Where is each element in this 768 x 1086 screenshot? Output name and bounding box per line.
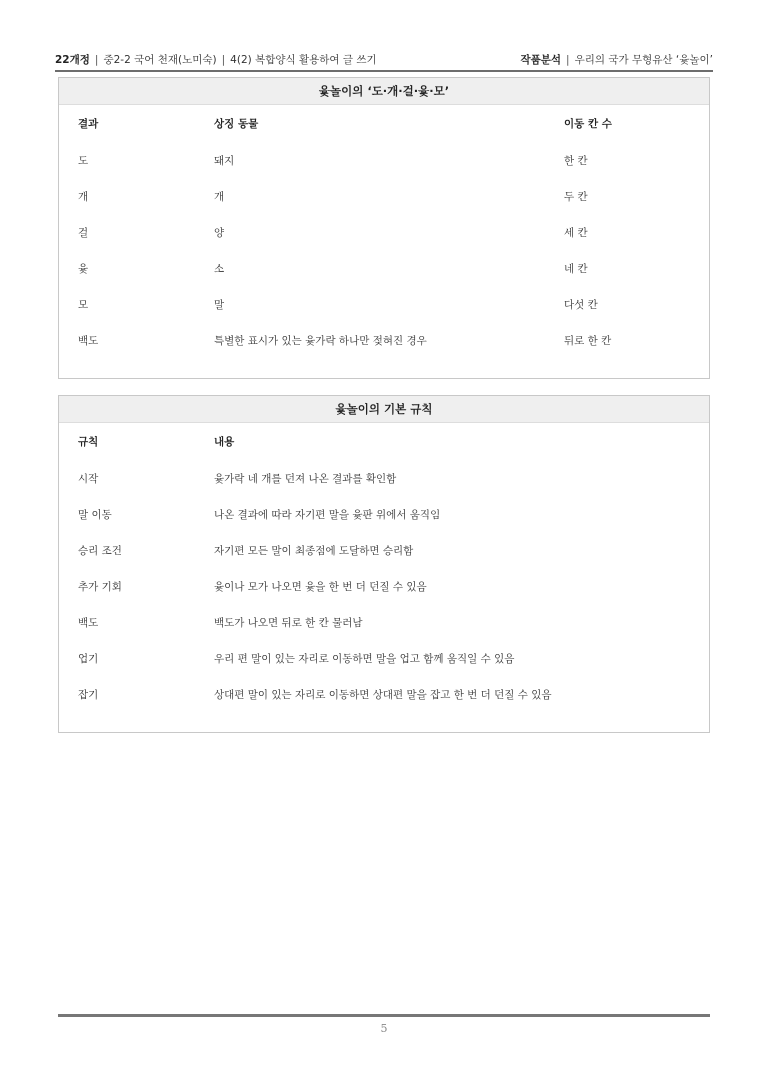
animal-cell: 소 bbox=[214, 263, 225, 275]
table-row bbox=[59, 569, 709, 605]
content-cell: 자기편 모든 말이 최종점에 도달하면 승리함 bbox=[214, 545, 414, 557]
unit-label: 4(2) 복합양식 활용하여 글 쓰기 bbox=[230, 54, 377, 66]
rule-cell: 추가 기회 bbox=[78, 581, 122, 593]
moves-cell: 다섯 칸 bbox=[564, 299, 598, 311]
result-table bbox=[58, 77, 710, 379]
content-cell: 상대편 말이 있는 자리로 이동하면 상대편 말을 잡고 한 번 더 던질 수 있음 bbox=[214, 689, 552, 701]
table-row bbox=[59, 143, 709, 179]
moves-cell: 네 칸 bbox=[564, 263, 588, 275]
result-table-title: 윷놀이의 ‘도·개·걸·윷·모’ bbox=[59, 78, 709, 105]
column-header-moves: 이동 칸 수 bbox=[564, 118, 612, 130]
content-cell: 우리 편 말이 있는 자리로 이동하면 말을 업고 함께 움직일 수 있음 bbox=[214, 653, 515, 665]
animal-cell: 돼지 bbox=[214, 155, 235, 167]
moves-cell: 두 칸 bbox=[564, 191, 588, 203]
content-cell: 나온 결과에 따라 자기편 말을 윷판 위에서 움직임 bbox=[214, 509, 441, 521]
course-info: 22개정 | 중2-2 국어 천재(노미숙) | 4(2) 복합양식 활용하여 글 쓰기 bbox=[55, 54, 377, 66]
rule-cell: 업기 bbox=[78, 653, 99, 665]
table-row bbox=[59, 215, 709, 251]
content-cell: 백도가 나오면 뒤로 한 칸 물러남 bbox=[214, 617, 363, 629]
rule-cell: 잡기 bbox=[78, 689, 99, 701]
page-number: 5 bbox=[380, 1022, 388, 1035]
header-divider bbox=[55, 70, 713, 72]
result-cell: 윷 bbox=[78, 263, 89, 275]
result-cell: 걸 bbox=[78, 227, 89, 239]
column-header-rule: 규칙 bbox=[78, 436, 99, 448]
rules-table bbox=[58, 395, 710, 733]
curriculum-label: 22개정 bbox=[55, 54, 90, 66]
rules-table-title: 윷놀이의 기본 규칙 bbox=[59, 396, 709, 423]
footer-divider bbox=[58, 1014, 710, 1017]
result-cell: 개 bbox=[78, 191, 89, 203]
section-info: 작품분석 | 우리의 국가 무형유산 ‘윷놀이’ bbox=[520, 54, 713, 66]
table-row bbox=[59, 251, 709, 287]
animal-cell: 특별한 표시가 있는 윷가락 하나만 젖혀진 경우 bbox=[214, 335, 427, 347]
table-row bbox=[59, 287, 709, 323]
moves-cell: 한 칸 bbox=[564, 155, 588, 167]
table-row bbox=[59, 641, 709, 677]
column-header-animal: 상징 동물 bbox=[214, 118, 259, 130]
rule-cell: 승리 조건 bbox=[78, 545, 122, 557]
content-cell: 윷이나 모가 나오면 윷을 한 번 더 던질 수 있음 bbox=[214, 581, 427, 593]
moves-cell: 뒤로 한 칸 bbox=[564, 335, 612, 347]
column-header-result: 결과 bbox=[78, 118, 99, 130]
table-header-row bbox=[59, 105, 709, 143]
page-header bbox=[55, 52, 713, 68]
section-label: 작품분석 bbox=[520, 54, 562, 66]
result-cell: 백도 bbox=[78, 335, 99, 347]
work-title: 우리의 국가 무형유산 ‘윷놀이’ bbox=[574, 54, 713, 66]
animal-cell: 말 bbox=[214, 299, 225, 311]
column-header-content: 내용 bbox=[214, 436, 235, 448]
rule-cell: 시작 bbox=[78, 473, 99, 485]
result-cell: 도 bbox=[78, 155, 89, 167]
table-row bbox=[59, 323, 709, 359]
table-header-row bbox=[59, 423, 709, 461]
animal-cell: 개 bbox=[214, 191, 225, 203]
table-row bbox=[59, 533, 709, 569]
table-row bbox=[59, 677, 709, 713]
moves-cell: 세 칸 bbox=[564, 227, 588, 239]
table-row bbox=[59, 605, 709, 641]
animal-cell: 양 bbox=[214, 227, 225, 239]
content-cell: 윷가락 네 개를 던져 나온 결과를 확인함 bbox=[214, 473, 397, 485]
rule-cell: 말 이동 bbox=[78, 509, 112, 521]
textbook-label: 중2-2 국어 천재(노미숙) bbox=[103, 54, 217, 66]
table-row bbox=[59, 461, 709, 497]
table-row bbox=[59, 179, 709, 215]
result-cell: 모 bbox=[78, 299, 89, 311]
rule-cell: 백도 bbox=[78, 617, 99, 629]
table-row bbox=[59, 497, 709, 533]
